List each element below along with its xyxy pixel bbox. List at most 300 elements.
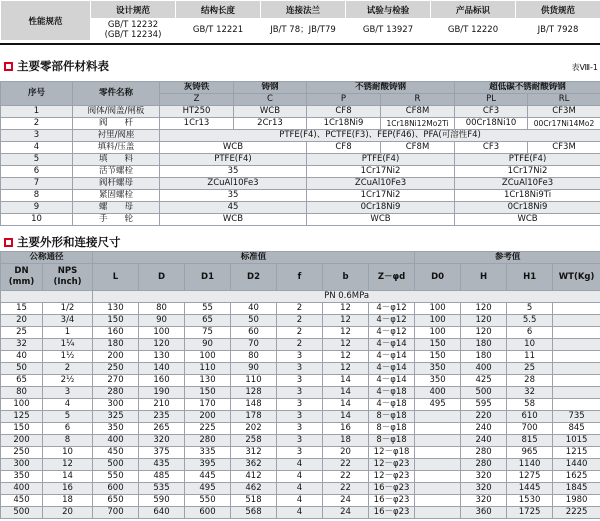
h-cell: 360 bbox=[461, 507, 507, 519]
dim-cell: 14 bbox=[323, 387, 369, 399]
nps-cell: 6 bbox=[43, 423, 93, 435]
dim-cell: 650 bbox=[93, 495, 139, 507]
dim-cell: 12 bbox=[323, 339, 369, 351]
material-cell: 1Cr17Ni2 bbox=[455, 166, 600, 178]
wt-cell bbox=[553, 363, 600, 375]
dim-cell: 60 bbox=[231, 327, 277, 339]
d0-cell: 100 bbox=[415, 303, 461, 315]
dim-cell: 312 bbox=[231, 447, 277, 459]
dn-cell: 350 bbox=[1, 471, 43, 483]
h-cell: 320 bbox=[461, 495, 507, 507]
material-code: R bbox=[381, 94, 455, 106]
dim-cell: 12 bbox=[323, 327, 369, 339]
nps-cell: 12 bbox=[43, 459, 93, 471]
table-row bbox=[1, 435, 600, 447]
material-cell: 00Cr17Ni14Mo2 bbox=[528, 118, 600, 130]
dim-cell: 140 bbox=[139, 363, 185, 375]
material-code: RL bbox=[528, 94, 600, 106]
col-header: D2 bbox=[231, 264, 277, 291]
dim-cell: 3 bbox=[277, 447, 323, 459]
material-code: P bbox=[307, 94, 381, 106]
dim-cell: 90 bbox=[139, 315, 185, 327]
material-code: C bbox=[234, 94, 307, 106]
h1-cell: 28 bbox=[507, 375, 553, 387]
dn-cell: 500 bbox=[1, 507, 43, 519]
dim-cell: 14 bbox=[323, 375, 369, 387]
table-row bbox=[1, 130, 600, 142]
dim-cell: 3 bbox=[277, 423, 323, 435]
material-cell: WCB bbox=[160, 142, 307, 154]
wt-cell: 1440 bbox=[553, 459, 600, 471]
dim-cell: 130 bbox=[139, 351, 185, 363]
material-cell: WCB bbox=[307, 214, 455, 226]
dim-cell: 2 bbox=[277, 303, 323, 315]
dim-cell: 130 bbox=[93, 303, 139, 315]
dim-cell: 335 bbox=[185, 447, 231, 459]
material-cell: CF8M bbox=[381, 142, 455, 154]
wt-cell: 1015 bbox=[553, 435, 600, 447]
part-name: 衬里/阀座 bbox=[73, 130, 160, 142]
dim-cell: 16－φ23 bbox=[369, 495, 415, 507]
row-no: 6 bbox=[1, 166, 73, 178]
dn-cell: 15 bbox=[1, 303, 43, 315]
dim-cell: 600 bbox=[93, 483, 139, 495]
wt-cell: 2225 bbox=[553, 507, 600, 519]
dim-cell: 180 bbox=[93, 339, 139, 351]
table-row bbox=[1, 447, 600, 459]
wt-cell bbox=[553, 387, 600, 399]
dim-cell: 700 bbox=[93, 507, 139, 519]
nps-cell: 18 bbox=[43, 495, 93, 507]
dim-cell: 22 bbox=[323, 471, 369, 483]
table-row bbox=[1, 178, 600, 190]
dim-cell: 485 bbox=[139, 471, 185, 483]
dim-cell: 3 bbox=[277, 375, 323, 387]
dim-cell: 4－φ14 bbox=[369, 339, 415, 351]
dim-cell: 40 bbox=[231, 303, 277, 315]
h1-cell: 5.5 bbox=[507, 315, 553, 327]
d0-cell: 100 bbox=[415, 327, 461, 339]
dim-cell: 4－φ12 bbox=[369, 303, 415, 315]
table-row bbox=[1, 190, 600, 202]
nps-cell: 1/2 bbox=[43, 303, 93, 315]
dim-cell: 12 bbox=[323, 315, 369, 327]
dim-cell: 3 bbox=[277, 411, 323, 423]
wt-cell bbox=[553, 399, 600, 411]
dim-cell: 160 bbox=[139, 375, 185, 387]
spec-label: 性能规范 bbox=[1, 1, 91, 41]
table-row bbox=[1, 423, 600, 435]
dim-cell: 80 bbox=[139, 303, 185, 315]
dimensions-body bbox=[1, 303, 600, 519]
dim-cell: 4 bbox=[277, 495, 323, 507]
dim-cell: 4－φ14 bbox=[369, 351, 415, 363]
dim-cell: 160 bbox=[93, 327, 139, 339]
part-name: 活节螺栓 bbox=[73, 166, 160, 178]
dim-cell: 4－φ18 bbox=[369, 399, 415, 411]
table-row bbox=[1, 315, 600, 327]
material-code: PL bbox=[455, 94, 528, 106]
h-cell: 280 bbox=[461, 459, 507, 471]
dim-cell: 445 bbox=[185, 471, 231, 483]
dim-cell: 450 bbox=[93, 447, 139, 459]
standard-header: 标准值 bbox=[93, 252, 415, 264]
material-group: 不锈耐酸铸钢 bbox=[307, 82, 455, 94]
d0-cell bbox=[415, 459, 461, 471]
dim-cell: 2 bbox=[277, 339, 323, 351]
d0-cell: 100 bbox=[415, 315, 461, 327]
spec-value: GB/T 13927 bbox=[346, 19, 431, 41]
col-seq: 序号 bbox=[1, 82, 73, 106]
col-header: L bbox=[93, 264, 139, 291]
d0-cell bbox=[415, 507, 461, 519]
dim-cell: 12－φ23 bbox=[369, 471, 415, 483]
spec-header: 结构长度 bbox=[176, 1, 261, 19]
wt-cell bbox=[553, 375, 600, 387]
material-cell: CF8 bbox=[307, 142, 381, 154]
material-code: Z bbox=[160, 94, 234, 106]
col-header: D1 bbox=[185, 264, 231, 291]
material-cell: 1Cr17Ni2 bbox=[307, 166, 455, 178]
nps-cell: 2 bbox=[43, 363, 93, 375]
material-cell: HT250 bbox=[160, 106, 234, 118]
h1-cell: 700 bbox=[507, 423, 553, 435]
nps-cell: 1¼ bbox=[43, 339, 93, 351]
part-name: 紧固螺栓 bbox=[73, 190, 160, 202]
h1-cell: 32 bbox=[507, 387, 553, 399]
dim-cell: 22 bbox=[323, 459, 369, 471]
col-dn-line: (mm) bbox=[8, 277, 35, 287]
dim-cell: 435 bbox=[139, 459, 185, 471]
material-cell: 35 bbox=[160, 166, 307, 178]
dn-cell: 50 bbox=[1, 363, 43, 375]
h-cell: 120 bbox=[461, 303, 507, 315]
dim-cell: 500 bbox=[93, 459, 139, 471]
col-part: 零件名称 bbox=[73, 82, 160, 106]
table-row bbox=[1, 154, 600, 166]
dim-cell: 4－φ12 bbox=[369, 315, 415, 327]
dim-cell: 600 bbox=[185, 507, 231, 519]
d0-cell: 350 bbox=[415, 363, 461, 375]
d0-cell bbox=[415, 423, 461, 435]
dim-cell: 14 bbox=[323, 411, 369, 423]
dim-cell: 110 bbox=[231, 375, 277, 387]
reference-header: 参考值 bbox=[415, 252, 600, 264]
materials-title: 主要零部件材料表 bbox=[17, 59, 109, 73]
d0-cell bbox=[415, 483, 461, 495]
d0-cell: 400 bbox=[415, 387, 461, 399]
dim-cell: 550 bbox=[93, 471, 139, 483]
h-cell: 240 bbox=[461, 423, 507, 435]
table-row bbox=[1, 471, 600, 483]
dim-cell: 18 bbox=[323, 435, 369, 447]
material-cell: 1Cr18Ni12Mo2Ti bbox=[381, 118, 455, 130]
wt-cell: 845 bbox=[553, 423, 600, 435]
spec-header: 供货规范 bbox=[516, 1, 600, 19]
dim-cell: 2 bbox=[277, 327, 323, 339]
material-cell: PTFE(F4) bbox=[160, 154, 307, 166]
dim-cell: 300 bbox=[93, 399, 139, 411]
part-name: 阀杆螺母 bbox=[73, 178, 160, 190]
dim-cell: 8－φ18 bbox=[369, 435, 415, 447]
d0-cell bbox=[415, 411, 461, 423]
dim-cell: 65 bbox=[185, 315, 231, 327]
dim-cell: 535 bbox=[139, 483, 185, 495]
material-cell: PTFE(F4) bbox=[307, 154, 455, 166]
dim-cell: 178 bbox=[231, 411, 277, 423]
dn-cell: 65 bbox=[1, 375, 43, 387]
dim-cell: 395 bbox=[185, 459, 231, 471]
dim-cell: 590 bbox=[139, 495, 185, 507]
col-nps-line: (Inch) bbox=[53, 277, 82, 287]
part-name: 阀体/阀盖/闸板 bbox=[73, 106, 160, 118]
row-no: 8 bbox=[1, 190, 73, 202]
spec-header: 产品标识 bbox=[431, 1, 516, 19]
h1-cell: 965 bbox=[507, 447, 553, 459]
dn-cell: 200 bbox=[1, 435, 43, 447]
dim-cell: 80 bbox=[231, 351, 277, 363]
dn-cell: 250 bbox=[1, 447, 43, 459]
dim-cell: 4－φ14 bbox=[369, 363, 415, 375]
material-cell: CF3 bbox=[455, 106, 528, 118]
dim-cell: 495 bbox=[185, 483, 231, 495]
h-cell: 280 bbox=[461, 447, 507, 459]
dim-cell: 225 bbox=[185, 423, 231, 435]
spec-value-line: (GB/T 12234) bbox=[104, 29, 162, 40]
d0-cell bbox=[415, 471, 461, 483]
row-no: 1 bbox=[1, 106, 73, 118]
pn-spacer bbox=[1, 291, 93, 303]
wt-cell bbox=[553, 315, 600, 327]
dim-cell: 12－φ18 bbox=[369, 447, 415, 459]
dim-cell: 110 bbox=[185, 363, 231, 375]
square-bullet-icon bbox=[4, 238, 13, 247]
material-group: 超低碳不锈耐酸铸钢 bbox=[455, 82, 600, 94]
nps-cell: 14 bbox=[43, 471, 93, 483]
dim-cell: 90 bbox=[231, 363, 277, 375]
d0-cell: 150 bbox=[415, 339, 461, 351]
material-cell: CF8 bbox=[307, 106, 381, 118]
dim-cell: 280 bbox=[185, 435, 231, 447]
dim-cell: 412 bbox=[231, 471, 277, 483]
h1-cell: 10 bbox=[507, 339, 553, 351]
material-cell: 0Cr18Ni9 bbox=[307, 202, 455, 214]
h-cell: 320 bbox=[461, 483, 507, 495]
h1-cell: 610 bbox=[507, 411, 553, 423]
dn-cell: 300 bbox=[1, 459, 43, 471]
dn-cell: 150 bbox=[1, 423, 43, 435]
d0-cell bbox=[415, 447, 461, 459]
material-cell: 0Cr18Ni9 bbox=[455, 202, 600, 214]
part-name: 阀 杆 bbox=[73, 118, 160, 130]
part-name: 填料/压盖 bbox=[73, 142, 160, 154]
spec-header: 连接法兰 bbox=[261, 1, 346, 19]
h1-cell: 25 bbox=[507, 363, 553, 375]
dim-cell: 350 bbox=[93, 423, 139, 435]
dim-cell: 16－φ23 bbox=[369, 483, 415, 495]
square-bullet-icon bbox=[4, 62, 13, 71]
dim-cell: 280 bbox=[93, 387, 139, 399]
dim-cell: 120 bbox=[139, 339, 185, 351]
dim-cell: 3 bbox=[277, 363, 323, 375]
h-cell: 180 bbox=[461, 351, 507, 363]
h-cell: 120 bbox=[461, 315, 507, 327]
h1-cell: 1140 bbox=[507, 459, 553, 471]
nps-cell: 20 bbox=[43, 507, 93, 519]
dim-cell: 325 bbox=[93, 411, 139, 423]
table-row bbox=[1, 483, 600, 495]
col-dn bbox=[1, 264, 43, 291]
dim-cell: 4 bbox=[277, 471, 323, 483]
spec-value-line: GB/T 12232 bbox=[107, 19, 159, 30]
dim-cell: 16 bbox=[323, 423, 369, 435]
dim-cell: 12－φ23 bbox=[369, 459, 415, 471]
nps-cell: 3/4 bbox=[43, 315, 93, 327]
h-cell: 500 bbox=[461, 387, 507, 399]
col-header: WT(Kg) bbox=[553, 264, 600, 291]
d0-cell bbox=[415, 435, 461, 447]
wt-cell: 1215 bbox=[553, 447, 600, 459]
dim-cell: 4 bbox=[277, 507, 323, 519]
wt-cell: 1980 bbox=[553, 495, 600, 507]
dim-cell: 150 bbox=[185, 387, 231, 399]
dim-cell: 24 bbox=[323, 507, 369, 519]
dim-cell: 4－φ18 bbox=[369, 387, 415, 399]
spec-value: JB/T 78；JB/T79 bbox=[261, 19, 346, 41]
spec-table bbox=[0, 0, 600, 41]
h-cell: 425 bbox=[461, 375, 507, 387]
dim-cell: 75 bbox=[185, 327, 231, 339]
dim-cell: 170 bbox=[185, 399, 231, 411]
table-row bbox=[1, 495, 600, 507]
wt-cell: 1625 bbox=[553, 471, 600, 483]
col-nps bbox=[43, 264, 93, 291]
material-cell: 00Cr18Ni10 bbox=[455, 118, 528, 130]
nps-cell: 1 bbox=[43, 327, 93, 339]
nps-cell: 5 bbox=[43, 411, 93, 423]
divider bbox=[0, 43, 600, 45]
dim-cell: 22 bbox=[323, 483, 369, 495]
dim-cell: 12 bbox=[323, 363, 369, 375]
dim-cell: 90 bbox=[185, 339, 231, 351]
h1-cell: 815 bbox=[507, 435, 553, 447]
dim-cell: 235 bbox=[139, 411, 185, 423]
dim-cell: 3 bbox=[277, 351, 323, 363]
dim-cell: 128 bbox=[231, 387, 277, 399]
row-no: 5 bbox=[1, 154, 73, 166]
material-cell: CF8M bbox=[381, 106, 455, 118]
material-cell: WCB bbox=[234, 106, 307, 118]
dim-cell: 4 bbox=[277, 459, 323, 471]
dim-cell: 100 bbox=[185, 351, 231, 363]
table-row bbox=[1, 303, 600, 315]
nps-cell: 1½ bbox=[43, 351, 93, 363]
material-cell: 1Cr18Ni9Ti bbox=[455, 190, 600, 202]
table-row bbox=[1, 118, 600, 130]
dn-cell: 32 bbox=[1, 339, 43, 351]
dimensions-table bbox=[0, 251, 600, 519]
col-header: f bbox=[277, 264, 323, 291]
material-cell: ZCuAl10Fe3 bbox=[160, 178, 307, 190]
table-row bbox=[1, 106, 600, 118]
wt-cell bbox=[553, 327, 600, 339]
dim-cell: 462 bbox=[231, 483, 277, 495]
row-no: 9 bbox=[1, 202, 73, 214]
col-header: b bbox=[323, 264, 369, 291]
dn-cell: 100 bbox=[1, 399, 43, 411]
table-row bbox=[1, 214, 600, 226]
dim-cell: 375 bbox=[139, 447, 185, 459]
row-no: 4 bbox=[1, 142, 73, 154]
spec-value: GB/T 12221 bbox=[176, 19, 261, 41]
dim-cell: 550 bbox=[185, 495, 231, 507]
d0-cell: 495 bbox=[415, 399, 461, 411]
h1-cell: 1445 bbox=[507, 483, 553, 495]
h-cell: 220 bbox=[461, 411, 507, 423]
h-cell: 320 bbox=[461, 471, 507, 483]
wt-cell bbox=[553, 303, 600, 315]
dim-cell: 265 bbox=[139, 423, 185, 435]
table-row bbox=[1, 459, 600, 471]
spec-value bbox=[91, 19, 176, 41]
nps-cell: 8 bbox=[43, 435, 93, 447]
nps-cell: 10 bbox=[43, 447, 93, 459]
dim-cell: 12 bbox=[323, 303, 369, 315]
dim-cell: 100 bbox=[139, 327, 185, 339]
dimensions-heading bbox=[4, 234, 121, 250]
dim-cell: 640 bbox=[139, 507, 185, 519]
material-cell: CF3M bbox=[528, 106, 600, 118]
part-name: 螺 母 bbox=[73, 202, 160, 214]
dim-cell: 200 bbox=[93, 351, 139, 363]
dim-cell: 50 bbox=[231, 315, 277, 327]
material-cell: 1Cr18Ni9 bbox=[307, 118, 381, 130]
dim-cell: 3 bbox=[277, 435, 323, 447]
wt-cell: 735 bbox=[553, 411, 600, 423]
row-no: 3 bbox=[1, 130, 73, 142]
dim-cell: 190 bbox=[139, 387, 185, 399]
table-row bbox=[1, 363, 600, 375]
h1-cell: 6 bbox=[507, 327, 553, 339]
col-header: H1 bbox=[507, 264, 553, 291]
material-cell: 35 bbox=[160, 190, 307, 202]
dim-cell: 130 bbox=[185, 375, 231, 387]
dim-cell: 70 bbox=[231, 339, 277, 351]
row-no: 7 bbox=[1, 178, 73, 190]
material-cell: 1Cr17Ni2 bbox=[307, 190, 455, 202]
dim-cell: 20 bbox=[323, 447, 369, 459]
dim-cell: 320 bbox=[139, 435, 185, 447]
h-cell: 180 bbox=[461, 339, 507, 351]
part-name: 填 料 bbox=[73, 154, 160, 166]
dim-cell: 3 bbox=[277, 399, 323, 411]
dim-cell: 568 bbox=[231, 507, 277, 519]
dn-cell: 20 bbox=[1, 315, 43, 327]
dim-cell: 2 bbox=[277, 315, 323, 327]
dim-cell: 200 bbox=[185, 411, 231, 423]
dim-cell: 150 bbox=[93, 315, 139, 327]
materials-table bbox=[0, 81, 600, 226]
material-group: 灰铸铁 bbox=[160, 82, 234, 94]
dim-cell: 4 bbox=[277, 483, 323, 495]
d0-cell: 150 bbox=[415, 351, 461, 363]
nps-cell: 16 bbox=[43, 483, 93, 495]
dn-cell: 125 bbox=[1, 411, 43, 423]
dim-cell: 270 bbox=[93, 375, 139, 387]
wt-cell: 1845 bbox=[553, 483, 600, 495]
dim-cell: 518 bbox=[231, 495, 277, 507]
col-nps-line: NPS bbox=[57, 266, 78, 276]
